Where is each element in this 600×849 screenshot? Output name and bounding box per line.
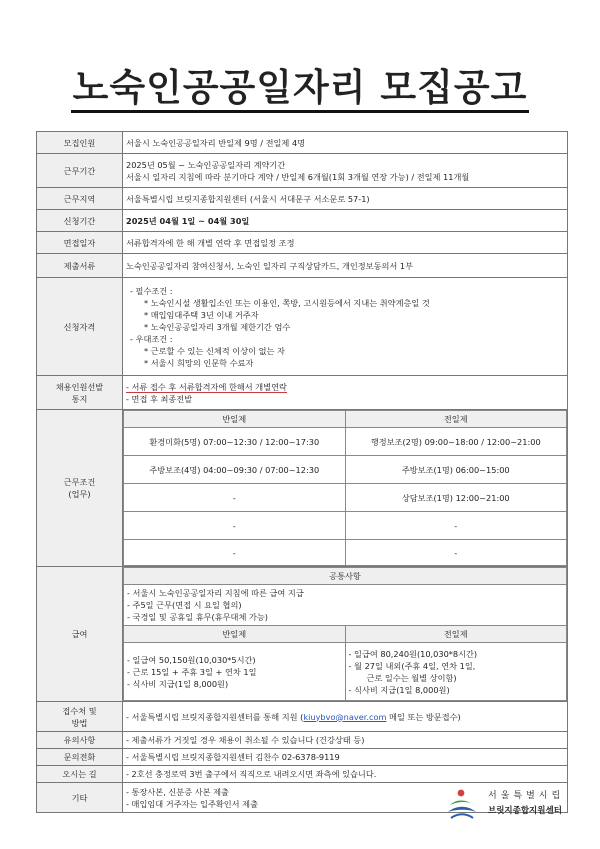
etc-line: - 매입임대 거주자는 입주확인서 제출 — [126, 798, 259, 809]
pay-full-item: - 일급여 80,240원(10,030*8시간) — [348, 648, 478, 659]
pay-table — [123, 567, 567, 701]
interview-label: 면접일자 — [37, 232, 123, 254]
required-title: - 필수조건 : — [130, 285, 173, 296]
contact-prefix: - 서울특별시립 브릿지종합지원센터를 통해 지원 ( — [126, 711, 304, 722]
region-label: 근무지역 — [37, 188, 123, 210]
pay-common-item: - 서울시 노숙인공공일자리 지침에 따른 급여 지급 — [127, 588, 304, 598]
table-cell: - — [124, 512, 346, 540]
conditions-label — [37, 410, 123, 567]
recruit-label: 모집인원 — [37, 132, 123, 154]
preferred-item: * 근로할 수 있는 신체적 이상이 없는 자 — [144, 345, 285, 356]
organization-logo — [444, 785, 574, 823]
required-item: * 매입임대주택 3년 이내 거주자 — [144, 309, 259, 320]
region-value: 서울특별시립 브릿지종합지원센터 (서울시 서대문구 서소문로 57-1) — [123, 188, 568, 210]
conditions-head-full: 전일제 — [345, 411, 567, 428]
notify-label-line: 통지 — [71, 393, 88, 404]
pay-half-item: - 근로 15일 + 주휴 3일 + 연차 1일 — [127, 666, 257, 677]
row-phone — [37, 749, 568, 766]
required-item: * 노숙인공공일자리 3개월 제한기간 엄수 — [144, 321, 291, 332]
pay-table-cell — [123, 567, 568, 702]
apply-period-value: 2025년 04월 1일 ~ 04월 30일 — [123, 210, 568, 232]
pay-half-item: - 식사비 지급(1일 8,000원) — [127, 678, 229, 689]
docs-value: 노숙인공공일자리 참여신청서, 노숙인 일자리 구직상담카드, 개인정보동의서 1부 — [123, 254, 568, 278]
preferred-title: - 우대조건 : — [130, 333, 173, 344]
directions-label: 오시는 길 — [37, 766, 123, 783]
eligibility-label: 신청자격 — [37, 278, 123, 376]
recruit-value: 서울시 노숙인공공일자리 반일제 9명 / 전일제 4명 — [123, 132, 568, 154]
directions-value: - 2호선 충정로역 3번 출구에서 직직으로 내려오시면 좌측에 있습니다. — [123, 766, 568, 783]
table-cell: 행정보조(2명) 09:00~18:00 / 12:00~21:00 — [345, 428, 567, 456]
notice-table — [36, 131, 568, 813]
row-conditions — [37, 410, 568, 567]
pay-common-item: - 국경일 및 공휴일 휴무(휴무대체 가능) — [127, 612, 268, 622]
contact-method-value — [123, 702, 568, 732]
pay-common-item: - 주5일 근무(면접 시 요일 협의) — [127, 600, 242, 610]
period-value — [123, 154, 568, 188]
pay-half — [124, 643, 346, 701]
logo-text-line2: 브릿지종합지원센터 — [488, 806, 562, 816]
conditions-label-line: (업무) — [68, 489, 91, 499]
pay-full-item: - 월 27일 내외(주휴 4일, 연차 1일, — [348, 660, 476, 671]
pay-full-item: - 식사비 지급(1일 8,000원) — [348, 684, 450, 695]
table-cell: 환경미화(5명) 07:00~12:30 / 12:00~17:30 — [124, 428, 346, 456]
etc-line: - 통장사본, 신분증 사본 제출 — [126, 786, 229, 797]
pay-head-full: 전일제 — [345, 626, 567, 643]
row-directions — [37, 766, 568, 783]
conditions-table — [123, 410, 567, 566]
table-row — [124, 428, 567, 456]
table-cell: 주방보조(1명) 06:00~15:00 — [345, 456, 567, 484]
conditions-label-line: 근무조건 — [63, 477, 96, 487]
row-period — [37, 154, 568, 188]
period-line: 2025년 05월 ~ 노숙인공공일자리 계약기간 — [126, 159, 286, 170]
contact-label-line: 방법 — [71, 717, 88, 728]
pay-full — [345, 643, 567, 701]
interview-value: 서류합격자에 한 해 개별 연락 후 면접일정 조정 — [123, 232, 568, 254]
table-cell: 상담보조(1명) 12:00~21:00 — [345, 484, 567, 512]
pay-label: 급여 — [37, 567, 123, 702]
row-pay — [37, 567, 568, 702]
apply-period-label: 신청기간 — [37, 210, 123, 232]
pay-head-half: 반일제 — [124, 626, 346, 643]
row-contact-method — [37, 702, 568, 732]
conditions-table-cell — [123, 410, 568, 567]
row-docs — [37, 254, 568, 278]
logo-text-line1: 서울특별시립 — [488, 791, 565, 801]
table-cell: - — [124, 484, 346, 512]
row-notes — [37, 732, 568, 749]
phone-value: - 서울특별시립 브릿지종합지원센터 김찬수 02-6378-9119 — [123, 749, 568, 766]
row-interview — [37, 232, 568, 254]
phone-label: 문의전화 — [37, 749, 123, 766]
row-recruit — [37, 132, 568, 154]
period-line: 서울시 일자리 지침에 따라 분기마다 계약 / 반일제 6개월(1회 3개월 연장 가능) / 전일제 11개월 — [126, 171, 470, 182]
seoul-logo-icon — [444, 785, 480, 821]
row-apply-period — [37, 210, 568, 232]
pay-half-item: - 일급여 50,150원(10,030*5시간) — [127, 654, 256, 665]
table-row — [124, 540, 567, 566]
table-row — [124, 484, 567, 512]
required-item: * 노숙인시설 생활입소인 또는 이용인, 쪽방, 고시원등에서 지내는 취약계층일 것 — [144, 297, 430, 308]
row-eligibility — [37, 278, 568, 376]
conditions-head-half: 반일제 — [124, 411, 346, 428]
contact-suffix: 메일 또는 방문접수) — [386, 711, 461, 722]
table-cell: 주방보조(4명) 04:00~09:30 / 07:00~12:30 — [124, 456, 346, 484]
preferred-item: * 서울시 희망의 인문학 수료자 — [144, 357, 254, 368]
notify-label — [37, 376, 123, 410]
docs-label: 제출서류 — [37, 254, 123, 278]
notify-line: - 면접 후 최종전발 — [126, 393, 193, 404]
notes-value: - 제출서류가 거짓일 경우 채용이 취소될 수 있습니다 (건강상태 등) — [123, 732, 568, 749]
etc-label: 기타 — [37, 783, 123, 813]
contact-method-label — [37, 702, 123, 732]
page-title: 노숙인공공일자리 모집공고 — [0, 64, 600, 112]
table-row — [124, 456, 567, 484]
table-cell: - — [124, 540, 346, 566]
notes-label: 유의사항 — [37, 732, 123, 749]
notify-line: - 서류 접수 후 서류합격자에 한해서 개별연락 — [126, 381, 287, 392]
contact-label-line: 접수처 및 — [62, 705, 97, 716]
table-cell: - — [345, 540, 567, 566]
notify-label-line: 채용인원선발 — [55, 381, 104, 392]
eligibility-value — [123, 278, 568, 376]
pay-common-head: 공통사항 — [124, 568, 567, 585]
pay-full-item: 근로 일수는 월별 상이함) — [366, 672, 457, 683]
pay-common — [124, 585, 567, 626]
row-notify — [37, 376, 568, 410]
notify-value — [123, 376, 568, 410]
table-row — [124, 512, 567, 540]
period-label: 근무기간 — [37, 154, 123, 188]
row-region — [37, 188, 568, 210]
email-link[interactable]: kiuybvo@naver.com — [303, 711, 387, 722]
table-cell: - — [345, 512, 567, 540]
